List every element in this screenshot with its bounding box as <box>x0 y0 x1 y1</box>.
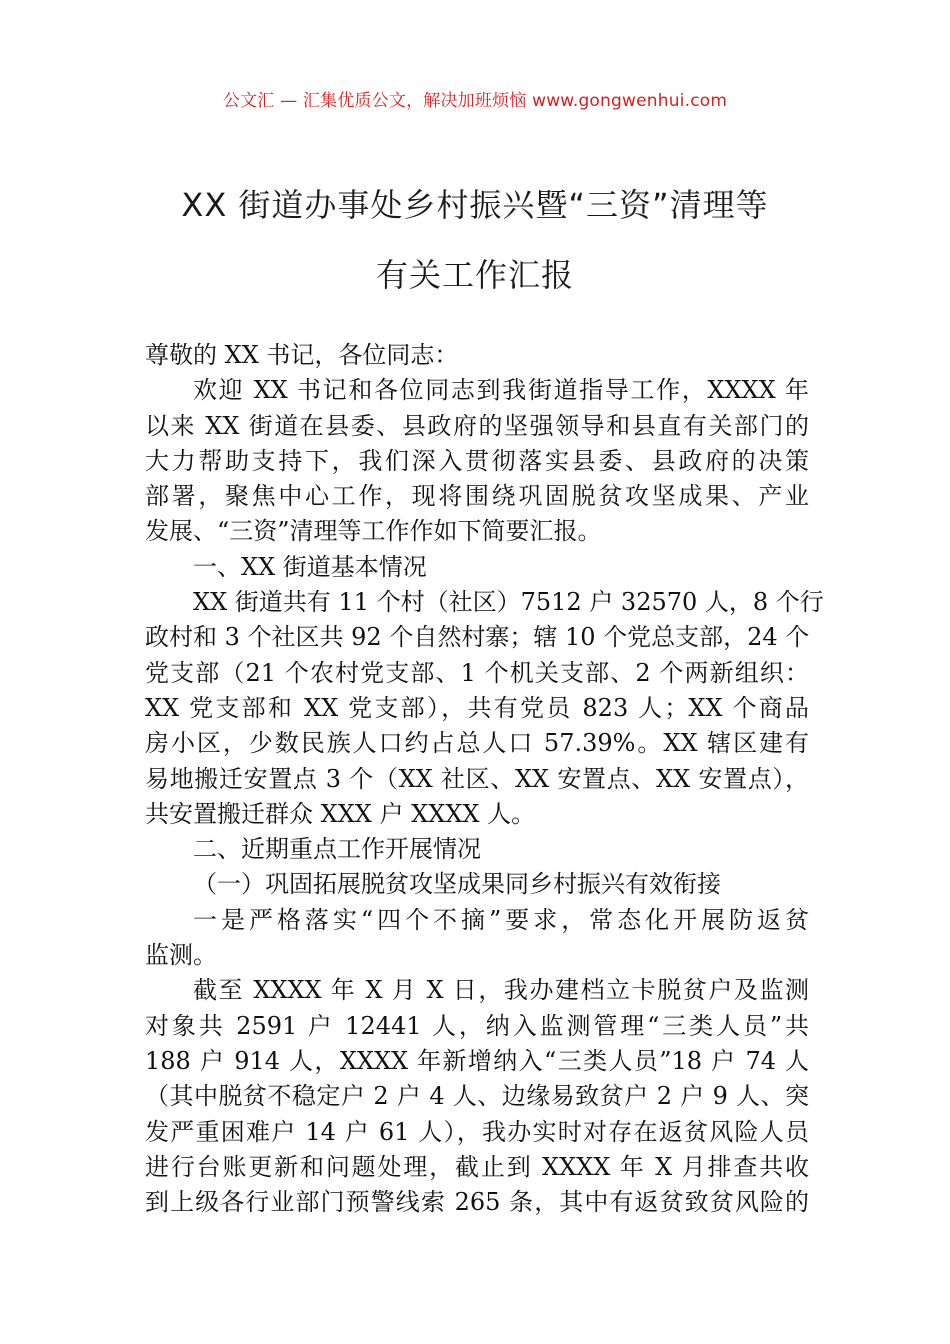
paragraph-line: 政村和 3 个社区共 92 个自然村寨；辖 10 个党总支部，24 个 <box>145 623 810 652</box>
paragraph-line: 对象共 2591 户 12441 人，纳入监测管理“三类人员”共 <box>145 1011 809 1040</box>
paragraph-line: （其中脱贫不稳定户 2 户 4 人、边缘易致贫户 2 户 9 人、突 <box>145 1082 809 1111</box>
paragraph-line: XX 街道共有 11 个村（社区）7512 户 32570 人，8 个行 <box>193 588 824 617</box>
section-heading: 一、XX 街道基本情况 <box>193 552 427 581</box>
paragraph-line: 以来 XX 街道在县委、县政府的坚强领导和县直有关部门的 <box>145 411 809 440</box>
header-banner: 公文汇 — 汇集优质公文，解决加班烦恼 www.gongwenhui.com <box>222 91 728 111</box>
paragraph-line: 一是严格落实“四个不摘”要求，常态化开展防返贫 <box>193 905 809 934</box>
document-body <box>145 338 825 1220</box>
paragraph-line: 党支部（21 个农村党支部、1 个机关支部、2 个两新组织： <box>145 658 809 687</box>
paragraph-line: 共安置搬迁群众 XXX 户 XXXX 人。 <box>145 799 536 828</box>
paragraph-line: 发展、“三资”清理等工作作如下简要汇报。 <box>145 517 602 546</box>
paragraph-line: 部署，聚焦中心工作，现将围绕巩固脱贫攻坚成果、产业 <box>145 482 809 511</box>
paragraph-line: 房小区，少数民族人口约占总人口 57.39%。XX 辖区建有 <box>145 729 809 758</box>
paragraph-line: 监测。 <box>145 941 217 970</box>
paragraph-line: 易地搬迁安置点 3 个（XX 社区、XX 安置点、XX 安置点）， <box>145 764 809 793</box>
section-heading: 二、近期重点工作开展情况 <box>193 835 481 864</box>
paragraph-line: 大力帮助支持下，我们深入贯彻落实县委、县政府的决策 <box>145 446 809 475</box>
paragraph-line: 188 户 914 人，XXXX 年新增纳入“三类人员”18 户 74 人 <box>145 1046 809 1075</box>
paragraph-line: 进行台账更新和问题处理，截止到 XXXX 年 X 月排查共收 <box>145 1152 809 1181</box>
salutation: 尊敬的 XX 书记，各位同志： <box>145 341 459 369</box>
paragraph-line: XX 党支部和 XX 党支部），共有党员 823 人；XX 个商品 <box>145 693 809 722</box>
paragraph-line: 发严重困难户 14 户 61 人），我办实时对存在返贫风险人员 <box>145 1117 809 1146</box>
paragraph-line: 截至 XXXX 年 X 月 X 日，我办建档立卡脱贫户及监测 <box>193 976 809 1005</box>
document-title-line-1: XX 街道办事处乡村振兴暨“三资”清理等 <box>181 186 769 224</box>
subsection-heading: （一）巩固拓展脱贫攻坚成果同乡村振兴有效衔接 <box>193 870 721 899</box>
paragraph-line: 欢迎 XX 书记和各位同志到我街道指导工作，XXXX 年 <box>193 376 809 405</box>
paragraph-line: 到上级各行业部门预警线索 265 条，其中有返贫致贫风险的 <box>145 1188 809 1217</box>
document-title-line-2: 有关工作汇报 <box>375 256 574 294</box>
